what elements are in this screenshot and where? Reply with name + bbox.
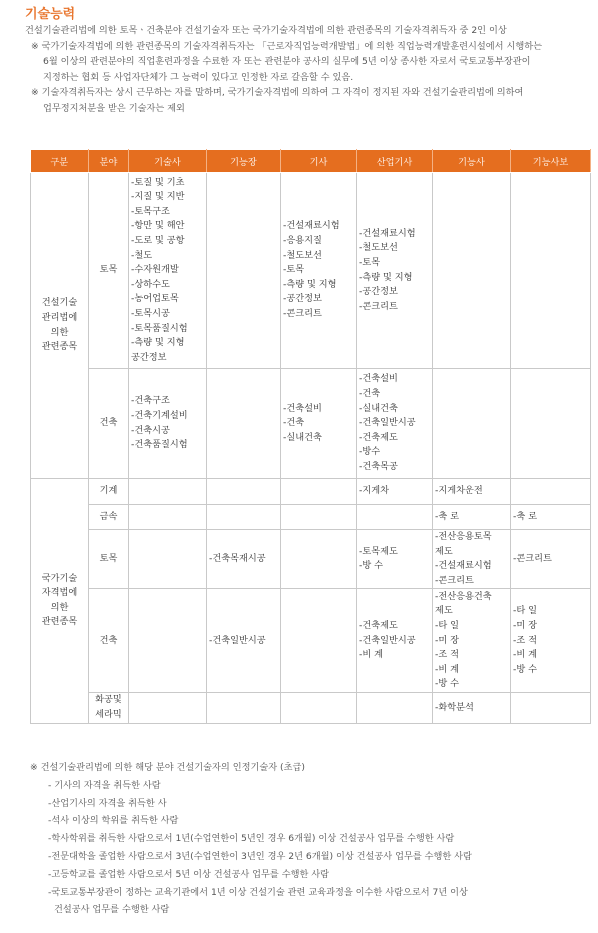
gisulsa-cell [129,505,207,530]
qualification-item: -전산응용건축 [435,590,492,602]
gisa-cell [281,479,357,505]
intro-note-line: 지정하는 협회 등 사업자단체가 그 능력이 있다고 인정한 자로 갈음할 수 있음. [43,71,354,83]
header-gisulsa: 기술사 [129,150,207,173]
gisa-cell [281,530,357,589]
qualification-item: -철도보선 [283,249,322,261]
qualification-item: -건설재료시험 [283,220,340,232]
footnote-item: -국토교통부장관이 정하는 교육기관에서 1년 이상 건설기술 관련 교육과정을 이수한 사람으로서 7년 이상 [48,886,468,898]
qualification-item: -방수 [359,446,381,458]
qualification-item: -상하수도 [131,278,170,290]
qualification-item: -콘크리트 [359,300,398,312]
footnote-item: -고등학교를 졸업한 사람으로서 5년 이상 건설공사 업무를 수행한 사람 [48,868,330,880]
qualification-item: -비 계 [435,663,459,675]
qualification-item: -실내건축 [359,402,398,414]
qualification-item: -건설재료시험 [435,560,492,572]
qualification-item: -도로 및 공항 [131,235,185,247]
qualification-item: -건축목재시공 [209,552,266,564]
qualification-item: -철도 [131,249,153,261]
qualification-item: -방 수 [359,560,383,572]
table-row [31,505,591,530]
qualification-item: -지질 및 지반 [131,191,185,203]
qualification-item: -방 수 [513,663,537,675]
qualification-item: -토목 [283,264,305,276]
qualification-item: -전산응용토목 [435,531,492,542]
intro-note-line: 6월 이상의 관련분야의 직업훈련과정을 수료한 자 또는 관련분야 공사의 실무에 5년 이상 종사한 자로서 국토교통부장관이 [43,56,531,67]
header-gisa: 기사 [281,150,357,173]
qualification-item: -콘크리트 [513,552,552,564]
gisa-cell [281,173,357,369]
qualification-item: -응용지질 [283,235,322,247]
qualification-item: -조 적 [435,649,459,661]
table-row [31,369,591,479]
table-row [31,173,591,369]
qualification-item: -토목구조 [131,205,170,217]
sanupgisa-cell [357,479,433,505]
field-cell: 화공및 세라믹 [89,693,129,723]
gineungsa-cell [433,173,511,369]
qualification-item: -타 일 [435,619,459,631]
qualification-item: -지게차운전 [435,485,483,497]
gineungsa-cell [433,505,511,530]
qualification-item: -축 로 [513,510,537,522]
qualification-item: -공간정보 [359,286,398,298]
qualification-item: -건축설비 [359,373,398,385]
gisulsa-cell [129,479,207,505]
gineungsa-cell [433,589,511,693]
sanupgisa-cell [357,589,433,693]
qualification-item: -방 수 [435,678,459,690]
intro-text [25,23,593,116]
gineungjang-cell [207,173,281,369]
table-row [31,693,591,723]
qualification-item: -건축 [359,388,381,400]
gineungsabo-cell [511,530,591,589]
qualification-item: -공간정보 [283,293,322,305]
footnote-item: -산업기사의 자격을 취득한 사 [48,797,167,809]
gineungjang-cell [207,479,281,505]
intro-note: ※ 기술자격취득자는 상시 근무하는 자를 말하며, 국가기술자격법에 의하여 그 자격이 정지된 자와 건설기술관리법에 의하여 [31,87,524,98]
qualification-item: -지게차 [359,485,389,497]
gisa-cell [281,369,357,479]
qualification-item: -토목시공 [131,307,170,319]
qualification-item: -건축 [283,417,305,429]
gineungjang-cell [207,505,281,530]
qualification-item: 제도 [435,545,453,557]
qualification-item: -건설재료시험 [359,227,416,239]
qualification-item: -토질 및 기초 [131,176,185,188]
qualification-item: -토목품질시험 [131,322,188,334]
gineungsabo-cell [511,173,591,369]
qualification-item: -건축기계설비 [131,409,188,421]
category-cell: 건설기술 관리법에 의한 관련종목 [31,173,89,479]
field-cell: 기계 [89,479,129,505]
gineungsa-cell [433,693,511,723]
sanupgisa-cell [357,693,433,723]
qualification-item: -측량 및 지형 [359,271,413,283]
field-cell: 토목 [89,530,129,589]
footnote-heading: ※ 건설기술관리법에 의한 해당 분야 건설기술자의 인정기술자 (초급) [30,762,305,773]
header-gineungsa: 기능사 [433,150,511,173]
qualification-item: -콘크리트 [435,574,474,586]
gisa-cell [281,589,357,693]
qualification-item: -건축구조 [131,395,170,407]
intro-line: 건설기술관리법에 의한 토목ㆍ건축분야 건설기술자 또는 국가기술자격법에 의한 관련종목의 기술자격취득자 중 2인 이상 [25,25,507,36]
qualification-item: -화학분석 [435,701,474,713]
gineungsabo-cell [511,589,591,693]
gineungjang-cell [207,369,281,479]
qualification-item: -건축일반시공 [209,634,266,646]
header-gineungjang: 기능장 [207,150,281,173]
footnote-item: -석사 이상의 학위를 취득한 사람 [48,815,179,827]
gineungsa-cell [433,369,511,479]
gisulsa-cell [129,173,207,369]
gisulsa-cell [129,369,207,479]
intro-note-line: 업무정지처분을 받은 기술자는 제외 [43,102,185,114]
qualification-item: -철도보선 [359,242,398,254]
header-gineungsabo: 기능사보 [511,150,591,173]
field-cell: 토목 [89,173,129,369]
sanupgisa-cell [357,173,433,369]
gineungjang-cell [207,693,281,723]
qualification-item: -건축제도 [359,619,398,631]
qualification-item: -비 계 [359,649,383,661]
gineungjang-cell [207,530,281,589]
qualification-item: -건축시공 [131,424,170,436]
gineungsabo-cell [511,369,591,479]
qualification-item: -실내건축 [283,431,322,443]
qualification-item: -측량 및 지형 [131,337,185,349]
qualification-item: -비 계 [513,649,537,661]
gineungsa-cell [433,530,511,589]
qualification-item: -건축제도 [359,431,398,443]
field-cell: 금속 [89,505,129,530]
header-field: 분야 [89,150,129,173]
qualification-item: -타 일 [513,605,537,617]
qualification-item: -건축설비 [283,402,322,414]
qualification-item: -미 장 [435,634,459,646]
qualification-item: 공간정보 [131,351,167,363]
gineungsabo-cell [511,479,591,505]
header-sanupgisa: 산업기사 [357,150,433,173]
qualification-item: -콘크리트 [283,307,322,319]
gisulsa-cell [129,530,207,589]
table-header-row [31,150,591,173]
sanupgisa-cell [357,530,433,589]
field-cell: 건축 [89,589,129,693]
qualification-item: -조 적 [513,634,537,646]
qualification-item: -건축목공 [359,460,398,472]
gisa-cell [281,505,357,530]
qualification-item: -측량 및 지형 [283,278,337,290]
table-row [31,589,591,693]
qualification-item: -건축일반시공 [359,417,416,429]
qualification-item: 제도 [435,605,453,617]
qualification-item: -토목제도 [359,545,398,557]
table-row [31,530,591,589]
sanupgisa-cell [357,369,433,479]
qualification-table [30,149,591,724]
qualification-item: -토목 [359,256,381,268]
qualification-item: -건축일반시공 [359,634,416,646]
intro-note: ※ 국가기술자격법에 의한 관련종목의 기술자격취득자는 「근로자직업능력개발법」에 의한 직업능력개발훈련시설에서 시행하는 [31,40,542,52]
footnote-item: - 기사의 자격을 취득한 사람 [48,779,161,791]
footnote-item-continuation: 건설공사 업무를 수행한 사람 [54,904,170,916]
qualification-item: -건축품질시험 [131,439,188,451]
header-category: 구분 [31,150,89,173]
qualification-item: -수자원개발 [131,264,179,276]
gineungsabo-cell [511,505,591,530]
page-title: 기술능력 [25,7,76,22]
qualification-item: -축 로 [435,510,459,522]
gisulsa-cell [129,589,207,693]
footnote [30,759,472,919]
qualification-item: -미 장 [513,619,537,631]
footnote-item: -학사학위를 취득한 사람으로서 1년(수업연한이 5년인 경우 6개월) 이상 건설공사 업무를 수행한 사람 [48,833,455,845]
category-cell: 국가기술 자격법에 의한 관련종목 [31,479,89,724]
table-row [31,479,591,505]
gineungsabo-cell [511,693,591,723]
qualification-item: -항만 및 해안 [131,220,185,232]
sanupgisa-cell [357,505,433,530]
field-cell: 건축 [89,369,129,479]
qualification-item: -농어업토목 [131,293,179,305]
gisa-cell [281,693,357,723]
gineungjang-cell [207,589,281,693]
footnote-item: -전문대학을 졸업한 사람으로서 3년(수업연한이 3년인 경우 2년 6개월) 이상 건설공사 업무를 수행한 사람 [48,850,472,862]
gisulsa-cell [129,693,207,723]
gineungsa-cell [433,479,511,505]
